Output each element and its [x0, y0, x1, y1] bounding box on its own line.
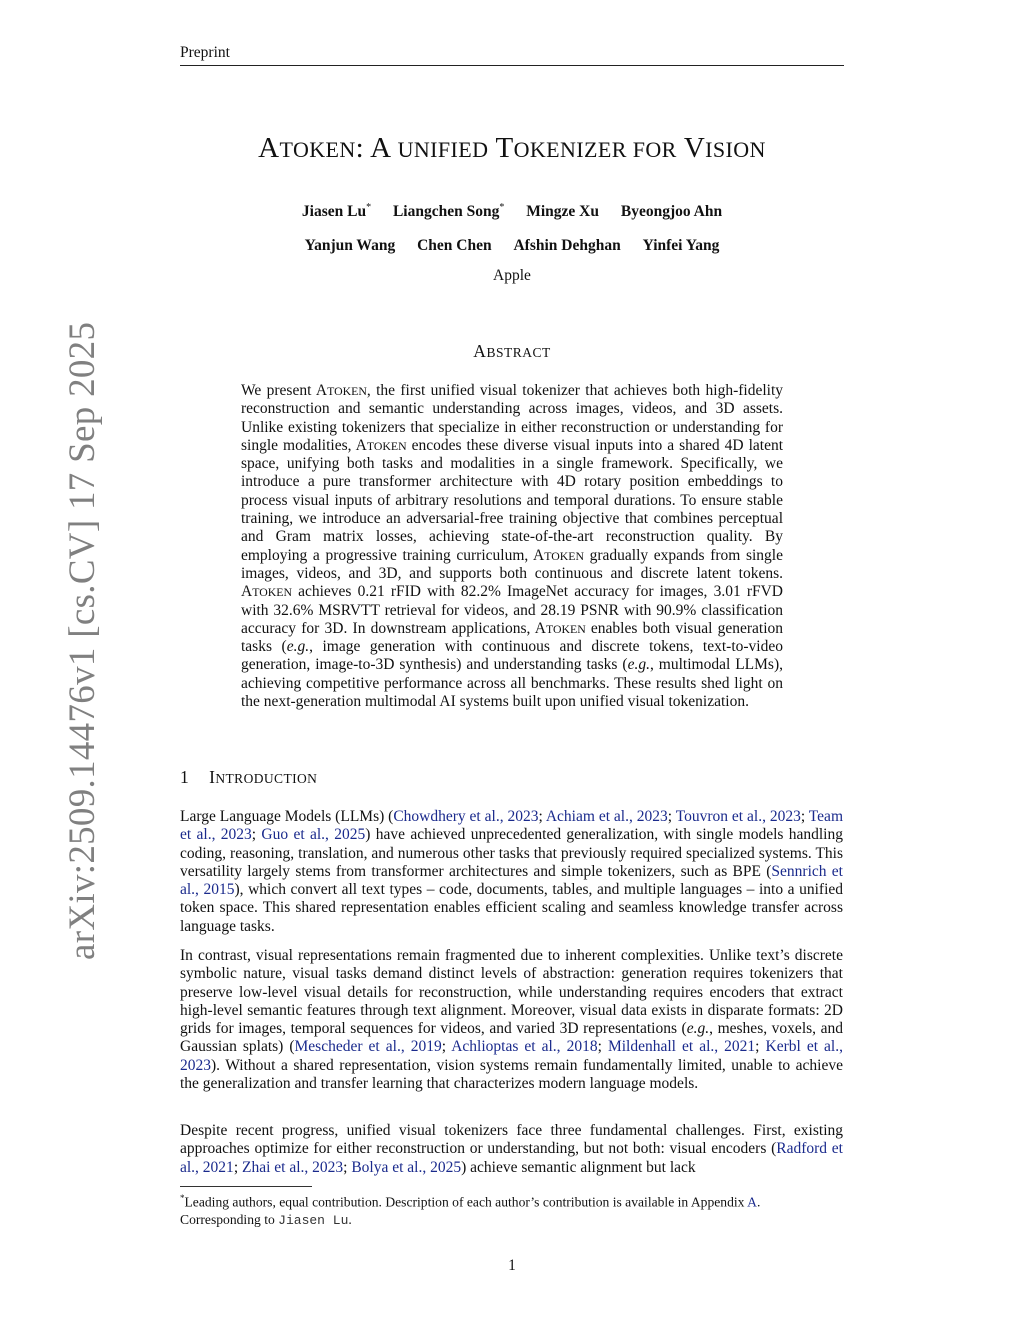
citation-link[interactable]: Touvron et al., 2023	[675, 808, 801, 825]
abstract-text: We present ATOKEN, the first unified visual tokenizer that achieves both high-fidelity reconstruction and semantic understanding across images, videos, and 3D assets. Unlike existing tokenizers that specialize in either reconstruction or understanding for single modalities, ATOKEN encodes these diverse visual inputs into a shared 4D latent space, unifying both tasks and modalities in a single framework. Specifically, we introduce a pure transformer architecture with 4D rotary position embeddings to process visual inputs of arbitrary resolutions and temporal durations. To ensure stable training, we introduce an adversarial-free training objective that combines perceptual and Gram matrix losses, achieving state-of-the-art reconstruction quality. By employing a progressive training curriculum, ATOKEN gradually expands from single images, videos, and 3D, and supports both continuous and discrete latent tokens. ATOKEN achieves 0.21 rFID with 82.2% ImageNet accuracy for images, 3.01 rFVD with 32.6% MSRVTT retrieval for videos, and 28.19 PSNR with 90.9% classification accuracy for 3D. In downstream applications, ATOKEN enables both visual generation tasks (e.g., image generation with continuous and discrete tokens, text-to-video generation, image-to-3D synthesis) and understanding tasks (e.g., multimodal LLMs), achieving competitive performance across all benchmarks. These results shed light on the next-generation multimodal AI systems built upon unified visual tokenization.	[241, 382, 784, 711]
citation-link[interactable]: Zhai et al., 2023	[242, 1158, 344, 1176]
citation-link[interactable]: Sennrich et al., 2015	[180, 862, 843, 899]
citation-link[interactable]: Achlioptas et al., 2018	[451, 1038, 598, 1056]
page-number: 1	[508, 1257, 516, 1274]
citation-link[interactable]: Achiam et al., 2023	[545, 808, 668, 825]
citation-link[interactable]: Bolya et al., 2025	[351, 1158, 462, 1176]
author-name: Jiasen Lu*	[301, 202, 372, 221]
section-heading-introduction: 1 INTRODUCTION	[180, 767, 318, 787]
footnote: *Leading authors, equal contribution. Description of each author’s contribution is available in Appendix A. Corresponding to Jiasen Lu.	[180, 1193, 761, 1228]
author-name: Chen Chen	[417, 237, 492, 254]
paper-title: ATOKEN: A UNIFIED TOKENIZER FOR VISION	[258, 132, 766, 164]
abstract-heading: ABSTRACT	[473, 341, 551, 361]
citation-link[interactable]: Mildenhall et al., 2021	[607, 1038, 756, 1056]
author-name: Yanjun Wang	[304, 237, 396, 254]
citation-link[interactable]: Guo et al., 2025	[261, 826, 366, 844]
intro-paragraph-2: In contrast, visual representations remain fragmented due to inherent complexities. Unlike text’s discrete symbolic nature, visual tasks demand distinct levels of abstraction: generation requires tokenizers that preserve low-level visual details for reconstruction, while understanding requires encoders that extract high-level semantic features through text alignment. Moreover, visual data exists in disparate formats: 2D grids for images, temporal sequences for videos, and varied 3D representations (e.g., meshes, voxels, and Gaussian splats) (Mescheder et al., 2019; Achlioptas et al., 2018; Mildenhall et al., 2021; Kerbl et al., 2023). Without a shared representation, vision systems remain fundamentally limited, unable to achieve the generalization and transfer learning that characterizes modern language models.	[180, 947, 843, 1093]
footnote-rule	[180, 1186, 312, 1187]
arxiv-stamp[interactable]: arXiv:2509.14476v1 [cs.CV] 17 Sep 2025	[62, 321, 103, 960]
intro-paragraph-1: Large Language Models (LLMs) (Chowdhery et al., 2023; Achiam et al., 2023; Touvron et al., 2023; Team et al., 2023; Guo et al., 2025) have achieved unprecedented generalization, with single models handling coding, reasoning, translation, and numerous other tasks that previously required specialized systems. This versatility largely stems from transformer architectures and simple tokenizers, such as BPE (Sennrich et al., 2015), which convert all text types – code, documents, tables, and multiple languages – into a unified token space. This shared representation enables efficient scaling and seamless knowledge transfer across language tasks.	[180, 808, 843, 935]
citation-link[interactable]: Mescheder et al., 2019	[294, 1038, 442, 1056]
author-list-row-1	[0, 202, 1024, 221]
author-name: Byeongjoo Ahn	[620, 203, 723, 221]
author-list-row-2	[0, 237, 1024, 255]
corresponding-author-link[interactable]: Jiasen Lu	[278, 1212, 349, 1228]
citation-link[interactable]: Chowdhery et al., 2023	[393, 808, 539, 825]
author-name: Yinfei Yang	[642, 237, 720, 254]
affiliation: Apple	[493, 267, 531, 284]
header-rule	[180, 65, 844, 66]
author-name: Afshin Dehghan	[513, 237, 621, 254]
citation-link[interactable]: Radford et al., 2021	[180, 1140, 843, 1176]
citation-link[interactable]: Kerbl et al., 2023	[180, 1038, 843, 1074]
author-name: Mingze Xu	[526, 203, 599, 221]
appendix-link[interactable]: A	[747, 1194, 757, 1210]
running-header: Preprint	[180, 44, 230, 61]
citation-link[interactable]: Team et al., 2023	[180, 808, 843, 844]
author-name: Liangchen Song*	[392, 202, 505, 221]
intro-paragraph-3: Despite recent progress, unified visual tokenizers face three fundamental challenges. First, existing approaches optimize for either reconstruction or understanding, but not both: visual encoders (Radford et al., 2021; Zhai et al., 2023; Bolya et al., 2025) achieve semantic alignment but lack	[180, 1122, 843, 1176]
